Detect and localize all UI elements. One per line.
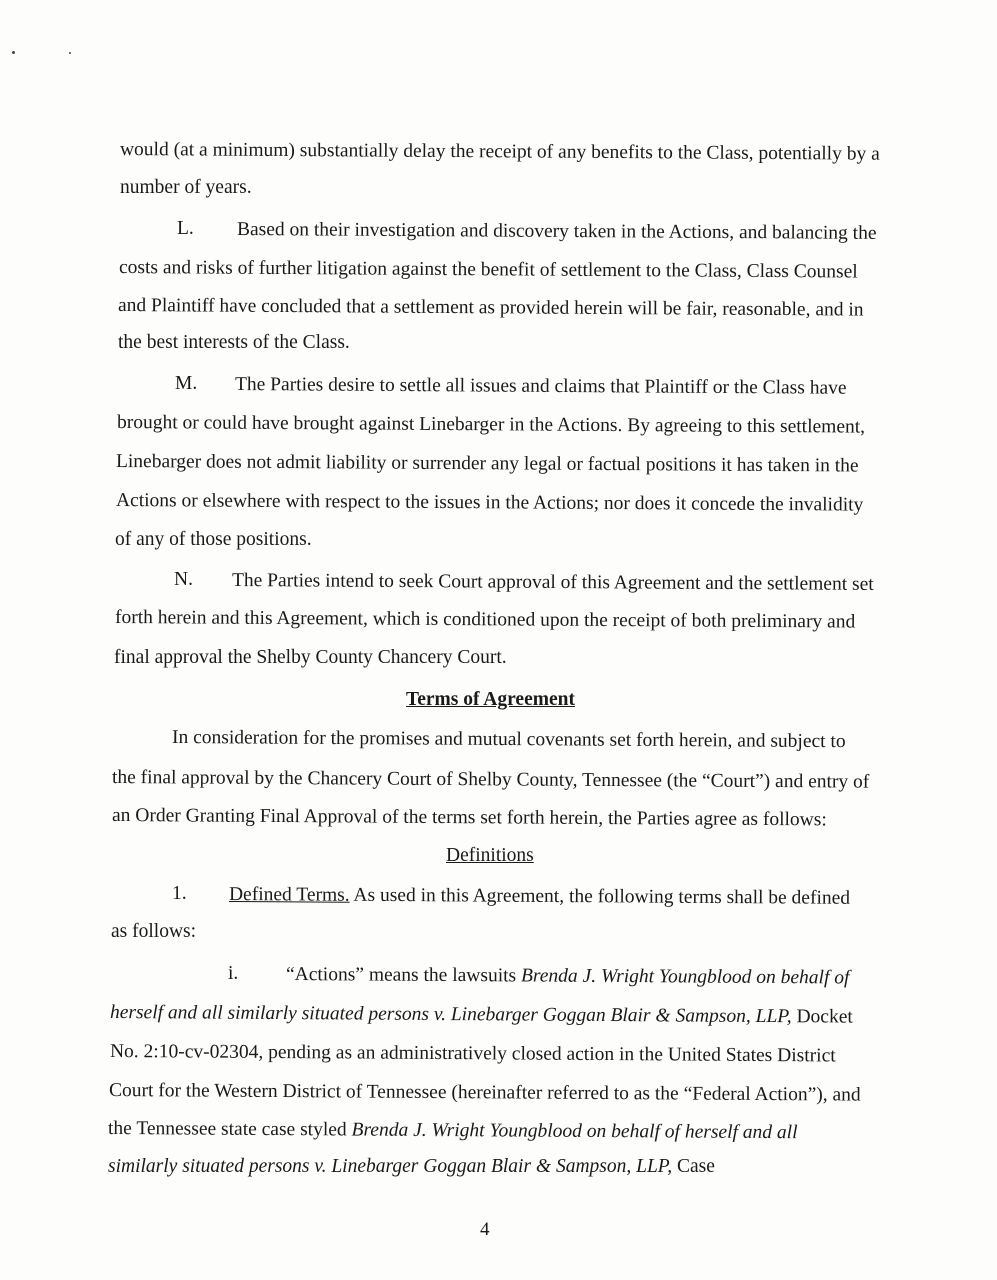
text-line: brought or could have brought against Linebarger in the Actions. By agreeing to this settlement, — [116, 412, 866, 438]
text-span: the Tennessee state case styled — [107, 1118, 352, 1141]
text-span: “Actions” means the lawsuits — [285, 964, 522, 987]
text-line: forth herein and this Agreement, which is conditioned upon the receipt of both preliminary and — [114, 607, 856, 633]
text-line: the best interests of the Class. — [118, 332, 350, 353]
text-span: Docket — [791, 1006, 853, 1028]
page-number: 4 — [480, 1219, 490, 1240]
text-line: final approval the Shelby County Chancery Court. — [114, 647, 507, 668]
text-line: of any of those positions. — [115, 529, 312, 550]
scan-speck — [69, 52, 71, 54]
text-line — [108, 1117, 798, 1145]
text-line: The Parties desire to settle all issues and claims that Plaintiff or the Class have — [234, 374, 847, 399]
text-line: as follows: — [111, 921, 197, 942]
text-line: No. 2:10-cv-02304, pending as an administratively closed action in the United States District — [109, 1041, 836, 1067]
text-line: costs and risks of further litigation against the benefit of settlement to the Class, Class Counsel — [118, 257, 858, 283]
text-line: and Plaintiff have concluded that a settlement as provided herein will be fair, reasonable, and in — [117, 295, 864, 321]
text-line — [110, 1001, 853, 1030]
text-line: The Parties intend to seek Court approval of this Agreement and the settlement set — [231, 570, 874, 595]
case-name-italic: Brenda J. Wright Youngblood on behalf of — [520, 965, 850, 989]
case-name-italic: herself and all similarly situated persons v. Linebarger Goggan Blair & Sampson, LLP, — [109, 1002, 792, 1028]
text-line: Actions or elsewhere with respect to the issues in the Actions; nor does it concede the invalidity — [115, 490, 864, 516]
paragraph-label-n: N. — [174, 569, 193, 590]
text-line: Court for the Western District of Tennessee (hereinafter referred to as the “Federal Action”), and — [108, 1080, 861, 1106]
text-span: Case — [672, 1156, 715, 1177]
scan-speck — [12, 51, 15, 54]
case-name-italic: similarly situated persons v. Linebarger Goggan Blair & Sampson, LLP, — [108, 1156, 673, 1177]
text-line: number of years. — [120, 177, 252, 198]
text-line: In consideration for the promises and mutual covenants set forth herein, and subject to — [171, 727, 846, 753]
section-heading-terms: Terms of Agreement — [406, 689, 575, 710]
paragraph-label-m: M. — [175, 373, 198, 394]
defined-terms-title: Defined Terms. — [228, 884, 350, 906]
text-line — [108, 1155, 715, 1179]
text-line: would (at a minimum) substantially delay the receipt of any benefits to the Class, potentially by a — [119, 139, 880, 165]
case-name-italic: Brenda J. Wright Youngblood on behalf of herself and all — [351, 1119, 798, 1144]
paragraph-label-l: L. — [177, 218, 194, 239]
text-line: Linebarger does not admit liability or surrender any legal or factual positions it has taken in the — [115, 451, 859, 477]
text-line: Based on their investigation and discovery taken in the Actions, and balancing the — [236, 219, 877, 244]
text-span: As used in this Agreement, the following terms shall be defined — [349, 884, 851, 909]
text-line — [286, 963, 850, 990]
section-heading-definitions: Definitions — [446, 845, 534, 866]
text-line: the final approval by the Chancery Court of Shelby County, Tennessee (the “Court”) and entry of — [111, 767, 870, 793]
text-line — [229, 883, 850, 911]
paragraph-label-i: i. — [228, 963, 239, 984]
paragraph-label-1: 1. — [172, 883, 187, 904]
text-line: an Order Granting Final Approval of the terms set forth herein, the Parties agree as follows: — [111, 805, 827, 831]
